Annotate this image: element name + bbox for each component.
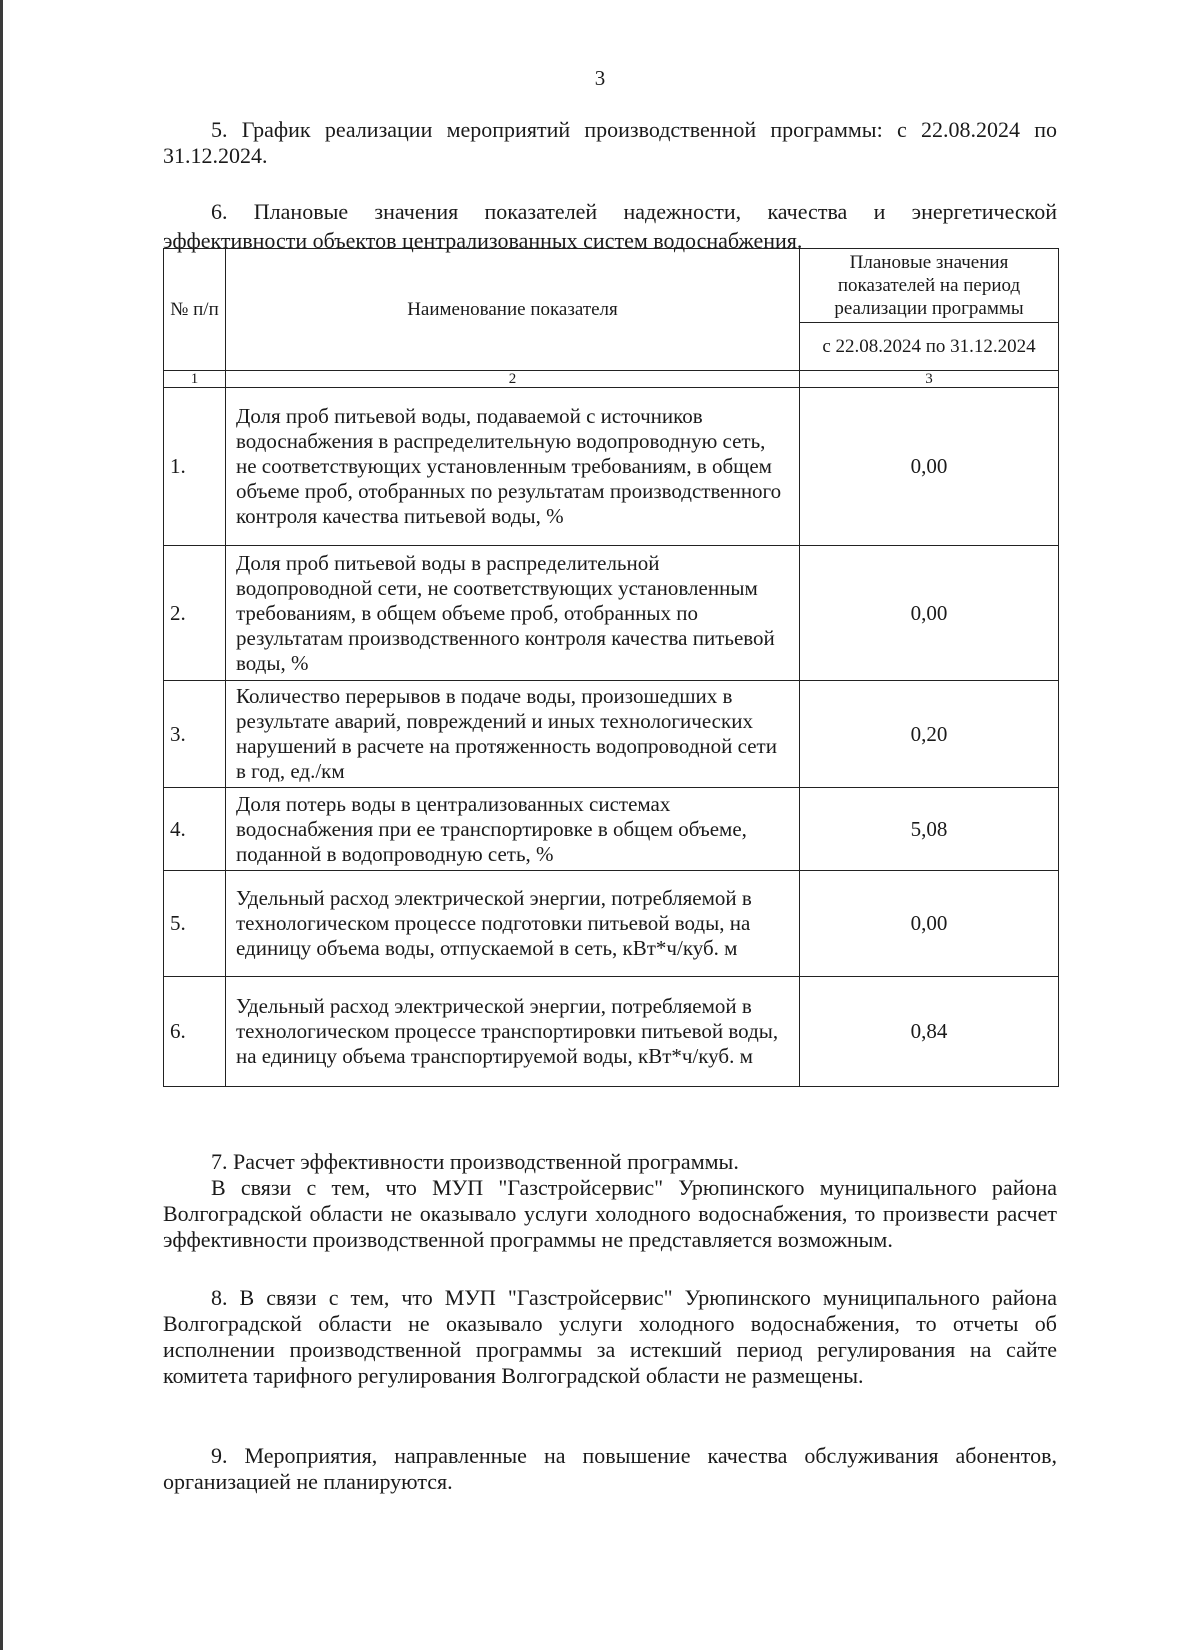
table-row [164, 788, 1059, 871]
table-row [164, 388, 1059, 546]
row-indicator-name: Количество перерывов в подаче воды, произошедших в результате аварий, повреждений и иных технологических нарушений в расчете на протяженность водопроводной сети в год, ед./км [226, 681, 800, 788]
column-index: 3 [800, 371, 1059, 388]
row-indicator-name: Удельный расход электрической энергии, потребляемой в технологическом процессе подготовки питьевой воды, на единицу объема воды, отпускаемой в сеть, кВт*ч/куб. м [226, 871, 800, 977]
section-8-text: 8. В связи с тем, что МУП "Газстройсервис" Урюпинского муниципального района Волгоградской области не оказывало услуги холодного водоснабжения, то отчеты об исполнении производственной программы за истекший период регулирования на сайте комитета тарифного регулирования Волгоградской области не размещены. [163, 1285, 1057, 1388]
page-edge [0, 0, 3, 1650]
indicators-table-wrap [163, 248, 1058, 1087]
table-row [164, 681, 1059, 788]
column-index: 1 [164, 371, 226, 388]
header-num: № п/п [164, 249, 226, 371]
section-5-text: 5. График реализации мероприятий производственной программы: с 22.08.2024 по 31.12.2024. [163, 117, 1057, 168]
row-indicator-name: Доля проб питьевой воды, подаваемой с источников водоснабжения в распределительную водопроводную сеть, не соответствующих установленным требованиям, в общем объеме проб, отобранных по результатам производственного контроля качества питьевой воды, % [226, 388, 800, 546]
row-number: 3. [164, 681, 226, 788]
row-indicator-name: Удельный расход электрической энергии, потребляемой в технологическом процессе транспортировки питьевой воды, на единицу объема транспортируемой воды, кВт*ч/куб. м [226, 977, 800, 1087]
header-name: Наименование показателя [226, 249, 800, 371]
row-value: 0,00 [800, 388, 1059, 546]
row-number: 5. [164, 871, 226, 977]
row-indicator-name: Доля потерь воды в централизованных системах водоснабжения при ее транспортировке в общем объеме, поданной в водопроводную сеть, % [226, 788, 800, 871]
section-6-text: 6. Плановые значения показателей надежности, качества и энергетической эффективности объектов централизованных систем водоснабжения. [163, 199, 1057, 253]
section-9-text: 9. Мероприятия, направленные на повышение качества обслуживания абонентов, организацией не планируются. [163, 1443, 1057, 1494]
section-5 [163, 117, 1057, 169]
row-value: 5,08 [800, 788, 1059, 871]
page-number: 3 [594, 66, 606, 90]
row-value: 0,84 [800, 977, 1059, 1087]
section-6 [163, 197, 1057, 255]
header-period: с 22.08.2024 по 31.12.2024 [800, 323, 1059, 371]
table-row [164, 977, 1059, 1087]
row-number: 1. [164, 388, 226, 546]
row-value: 0,20 [800, 681, 1059, 788]
section-9 [163, 1443, 1057, 1495]
section-7 [163, 1149, 1057, 1253]
row-value: 0,00 [800, 871, 1059, 977]
indicators-table [163, 248, 1059, 1087]
row-number: 4. [164, 788, 226, 871]
section-7-text: В связи с тем, что МУП "Газстройсервис" Урюпинского муниципального района Волгоградской области не оказывало услуги холодного водоснабжения, то произвести расчет эффективности производственной программы не представляется возможным. [163, 1175, 1057, 1252]
section-7-heading: 7. Расчет эффективности производственной программы. [211, 1149, 739, 1174]
row-number: 6. [164, 977, 226, 1087]
header-values-title: Плановые значения показателей на период реализации программы [800, 249, 1059, 323]
table-row [164, 546, 1059, 681]
row-value: 0,00 [800, 546, 1059, 681]
row-indicator-name: Доля проб питьевой воды в распределительной водопроводной сети, не соответствующих установленным требованиям, в общем объеме проб, отобранных по результатам производственного контроля качества питьевой воды, % [226, 546, 800, 681]
table-row [164, 871, 1059, 977]
column-index: 2 [226, 371, 800, 388]
section-8 [163, 1285, 1057, 1389]
row-number: 2. [164, 546, 226, 681]
